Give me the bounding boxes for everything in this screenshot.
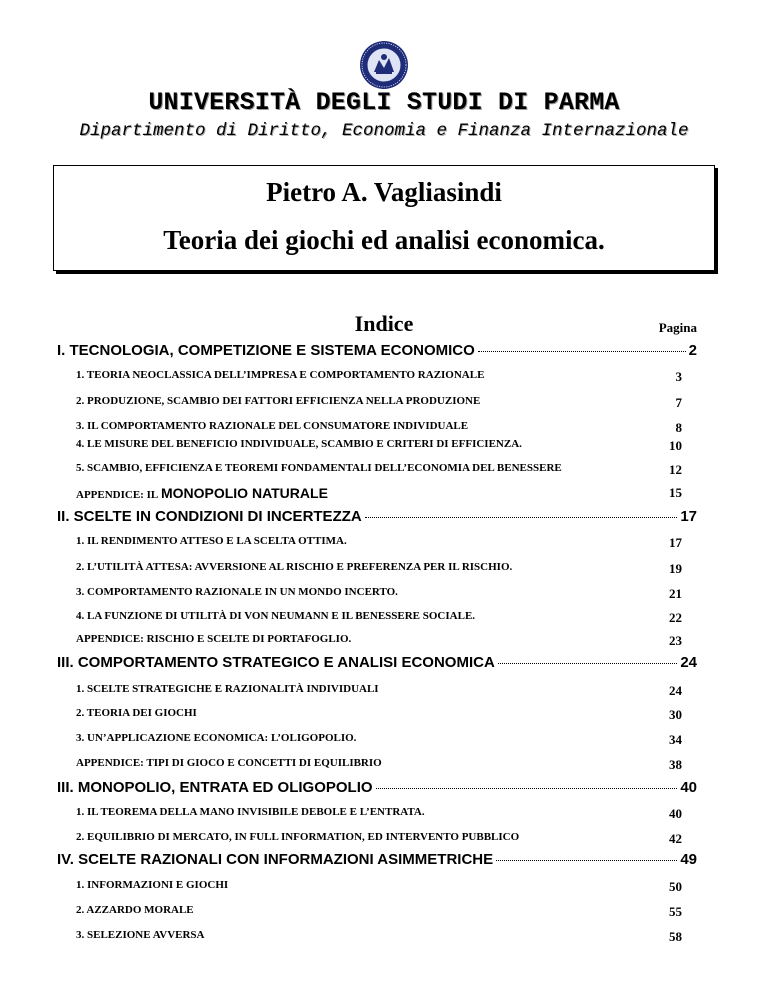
toc-section[interactable]	[76, 806, 682, 822]
toc-section[interactable]	[76, 395, 682, 411]
toc-section-page: 23	[669, 633, 682, 648]
toc-section-label: APPENDICE: TIPI DI GIOCO E CONCETTI DI EQUILIBRIO	[76, 757, 382, 769]
toc-section-label-tail: MONOPOLIO NATURALE	[160, 485, 328, 501]
toc-chapter-label: I. TECNOLOGIA, COMPETIZIONE E SISTEMA ECONOMICO	[57, 342, 475, 359]
toc-section-label: 1. TEORIA NEOCLASSICA DELL’IMPRESA E COMPORTAMENTO RAZIONALE	[76, 369, 485, 381]
toc-section-page: 38	[669, 757, 682, 772]
toc-section-page: 22	[669, 610, 682, 625]
toc-chapter-page: 24	[680, 654, 697, 671]
toc-chapter[interactable]	[57, 654, 697, 671]
toc-section[interactable]	[76, 683, 682, 699]
toc-section-page: 34	[669, 732, 682, 747]
toc-section[interactable]	[76, 707, 682, 723]
toc-section[interactable]	[76, 561, 682, 577]
toc-section-page: 30	[669, 707, 682, 722]
index-heading: Indice	[354, 311, 414, 336]
toc-section-page: 19	[669, 561, 682, 576]
toc-chapter[interactable]	[57, 851, 697, 868]
toc-section-page: 7	[675, 395, 682, 410]
toc-section-label: 2. PRODUZIONE, SCAMBIO DEI FATTORI EFFICIENZA NELLA PRODUZIONE	[76, 395, 481, 407]
toc-section-label: 3. IL COMPORTAMENTO RAZIONALE DEL CONSUMATORE INDIVIDUALE	[76, 420, 469, 432]
toc-section[interactable]	[76, 879, 682, 895]
toc-section-page: 8	[675, 420, 682, 435]
toc-section-label: 3. SELEZIONE AVVERSA	[76, 929, 205, 941]
toc-section[interactable]	[76, 757, 682, 773]
page-column-label: Pagina	[658, 320, 697, 335]
toc-section-page: 17	[669, 535, 682, 550]
department-name: Dipartimento di Diritto, Economia e Finanza Internazionale	[79, 121, 689, 141]
toc-section[interactable]	[76, 535, 682, 551]
toc-chapter[interactable]	[57, 508, 697, 525]
toc-section[interactable]	[76, 610, 682, 626]
toc-chapter-page: 49	[680, 851, 697, 868]
toc-chapter-label: IV. SCELTE RAZIONALI CON INFORMAZIONI ASIMMETRICHE	[57, 851, 494, 868]
toc-section-label: 2. TEORIA DEI GIOCHI	[76, 707, 197, 719]
toc-section-page: 21	[669, 586, 682, 601]
dot-leader	[478, 351, 686, 352]
university-seal-logo	[359, 40, 409, 90]
toc-section[interactable]	[76, 732, 682, 748]
toc-section[interactable]	[76, 462, 682, 478]
toc-section-label: 1. IL RENDIMENTO ATTESO E LA SCELTA OTTIMA.	[76, 535, 347, 547]
toc-chapter-page: 17	[680, 508, 697, 525]
toc-section[interactable]	[76, 904, 682, 920]
toc-chapter-label: III. MONOPOLIO, ENTRATA ED OLIGOPOLIO	[57, 779, 373, 796]
toc-section-label: APPENDICE: RISCHIO E SCELTE DI PORTAFOGLIO.	[76, 633, 352, 645]
toc-section[interactable]	[76, 485, 682, 501]
toc-section-label: 1. IL TEOREMA DELLA MANO INVISIBILE DEBOLE E L’ENTRATA.	[76, 806, 425, 818]
author-name: Pietro A. Vagliasindi	[266, 177, 502, 207]
toc-chapter-page: 2	[688, 342, 697, 359]
toc-section-page: 24	[669, 683, 682, 698]
toc-section-page: 40	[669, 806, 682, 821]
toc-chapter[interactable]	[57, 779, 697, 796]
university-name: UNIVERSITÀ DEGLI STUDI DI PARMA	[148, 88, 620, 117]
dot-leader	[365, 517, 678, 518]
toc-section-label: 1. SCELTE STRATEGICHE E RAZIONALITÀ INDIVIDUALI	[76, 683, 379, 695]
toc-section-page: 58	[669, 929, 682, 944]
toc-section-label: 4. LA FUNZIONE DI UTILITÀ DI VON NEUMANN E IL BENESSERE SOCIALE.	[76, 610, 476, 622]
toc-section-label: 2. L’UTILITÀ ATTESA: AVVERSIONE AL RISCHIO E PREFERENZA PER IL RISCHIO.	[76, 561, 513, 573]
toc-section-label: 3. COMPORTAMENTO RAZIONALE IN UN MONDO INCERTO.	[76, 586, 398, 598]
toc-section-label: 2. AZZARDO MORALE	[76, 904, 194, 916]
toc-section-page: 10	[669, 438, 682, 453]
toc-section[interactable]	[76, 438, 682, 454]
toc-section-page: 42	[669, 831, 682, 846]
toc-section-page: 15	[669, 485, 682, 500]
toc-section[interactable]	[76, 633, 682, 649]
toc-section-label: 4. LE MISURE DEL BENEFICIO INDIVIDUALE, SCAMBIO E CRITERI DI EFFICIENZA.	[76, 438, 522, 450]
toc-section-page: 55	[669, 904, 682, 919]
toc-section-page: 50	[669, 879, 682, 894]
dot-leader	[376, 788, 678, 789]
dot-leader	[496, 860, 677, 861]
toc-section[interactable]	[76, 586, 682, 602]
toc-section-label: 5. SCAMBIO, EFFICIENZA E TEOREMI FONDAMENTALI DELL’ECONOMIA DEL BENESSERE	[76, 462, 562, 474]
toc-chapter-page: 40	[680, 779, 697, 796]
toc-section[interactable]	[76, 420, 682, 436]
toc-section-label: APPENDICE: IL	[76, 489, 159, 501]
toc-section-label: 2. EQUILIBRIO DI MERCATO, IN FULL INFORMATION, ED INTERVENTO PUBBLICO	[76, 831, 520, 843]
toc-section[interactable]	[76, 929, 682, 945]
toc-section-label: 3. UN’APPLICAZIONE ECONOMICA: L’OLIGOPOLIO.	[76, 732, 357, 744]
toc-section[interactable]	[76, 369, 682, 385]
toc-section[interactable]	[76, 831, 682, 847]
book-title: Teoria dei giochi ed analisi economica.	[163, 225, 605, 255]
toc-section-page: 3	[675, 369, 682, 384]
toc-chapter-label: II. SCELTE IN CONDIZIONI DI INCERTEZZA	[57, 508, 362, 525]
dot-leader	[498, 663, 678, 664]
toc-section-page: 12	[669, 462, 682, 477]
toc-section-label: 1. INFORMAZIONI E GIOCHI	[76, 879, 229, 891]
toc-chapter[interactable]	[57, 342, 697, 359]
toc-chapter-label: III. COMPORTAMENTO STRATEGICO E ANALISI ECONOMICA	[57, 654, 495, 671]
